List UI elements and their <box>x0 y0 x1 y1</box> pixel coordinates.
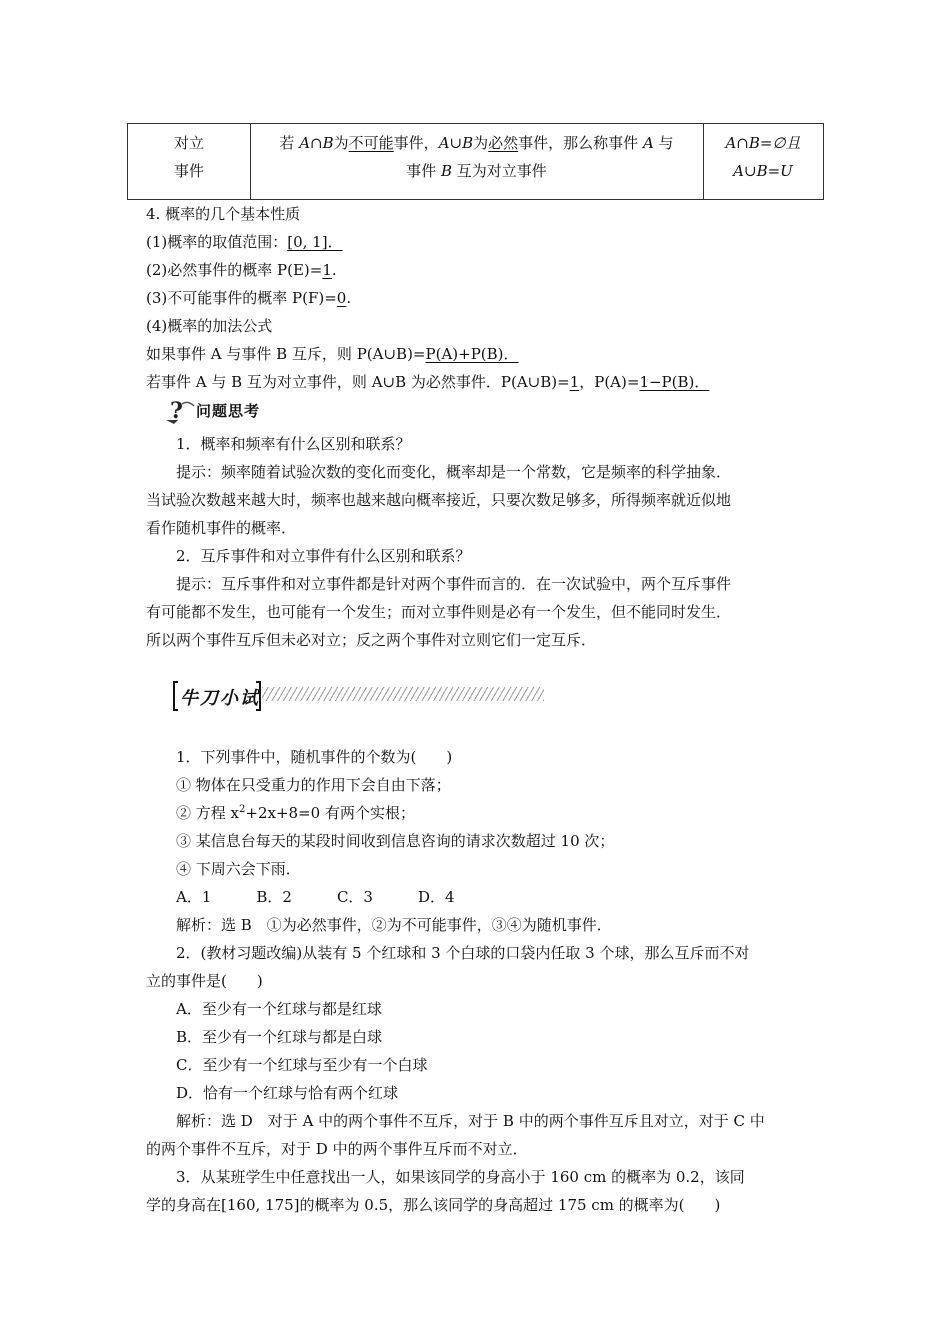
property-line <box>146 343 519 364</box>
definition-cell <box>250 129 703 185</box>
math: A∪B <box>438 134 474 152</box>
section-heading: 4. 概率的几个基本性质 <box>146 205 301 223</box>
underlined-text: 不可能 <box>348 134 394 152</box>
text: 事件，那么称事件 <box>518 134 643 152</box>
text: 事件 <box>406 162 441 180</box>
question: 学的身高在[160, 175]的概率为 0.5，那么该同学的身高超过 175 cm 的概率为( ) <box>146 1196 721 1214</box>
question: 2．互斥事件和对立事件有什么区别和联系？ <box>176 547 471 565</box>
answer-text: 有可能都不发生，也可能有一个发生；而对立事件则是必有一个发生，但不能同时发生． <box>146 603 732 621</box>
section-banner: 问题思考 <box>196 402 261 420</box>
solution: 的两个事件不互斥，对于 D 中的两个事件互斥而不对立． <box>146 1140 528 1158</box>
list-item: ① 物体在只受重力的作用下会自由下落； <box>176 776 451 794</box>
text: 为 <box>333 134 349 152</box>
practice-banner: 牛刀小试 <box>180 688 260 709</box>
option: D．恰有一个红球与恰有两个红球 <box>176 1084 399 1102</box>
svg-text:?: ? <box>170 398 183 424</box>
list-item: ④ 下周六会下雨． <box>176 860 301 878</box>
definition-line <box>250 157 703 185</box>
property-line: (4)概率的加法公式 <box>146 317 273 335</box>
question: 1．概率和频率有什么区别和联系？ <box>176 435 411 453</box>
answer-text: 看作随机事件的概率． <box>146 519 297 537</box>
question: 1．下列事件中，随机事件的个数为( ) <box>176 748 453 766</box>
underlined-text: 必然 <box>488 134 519 152</box>
row-label <box>128 129 250 185</box>
answer-text: 提示：频率随着试验次数的变化而变化，概率却是一个常数，它是频率的科学抽象． <box>176 463 732 481</box>
answer-text: 提示：互斥事件和对立事件都是针对两个事件而言的．在一次试验中，两个互斥事件 <box>176 575 732 593</box>
answer-blank: P(A)+P(B)． <box>425 345 519 363</box>
text: 与 <box>653 134 674 152</box>
property-line <box>146 259 337 280</box>
superscript: 2 <box>239 804 246 815</box>
text: (2)必然事件的概率 P(E)= <box>146 261 323 279</box>
text: (3)不可能事件的概率 P(F)= <box>146 289 337 307</box>
row-label-line: 事件 <box>173 162 204 180</box>
options: A．1 B．2 C．3 D．4 <box>176 888 455 906</box>
math: A∩B <box>299 134 334 152</box>
text: 互为对立事件 <box>452 162 547 180</box>
symbol-line: A∩B=∅且 <box>725 134 801 152</box>
answer-blank: 1 <box>322 261 332 279</box>
text: . <box>346 289 352 307</box>
math: A <box>642 134 654 152</box>
text: 若 <box>279 134 300 152</box>
answer-text: 所以两个事件互斥但未必对立；反之两个事件对立则它们一定互斥． <box>146 631 597 649</box>
question: 立的事件是( ) <box>146 972 263 990</box>
answer-text: 当试验次数越来越大时，频率也越来越向概率接近，只要次数足够多，所得频率就近似地 <box>146 491 732 509</box>
text: (1)概率的取值范围： <box>146 233 288 251</box>
solution: 解析：选 D 对于 A 中的两个事件不互斥，对于 B 中的两个事件互斥且对立，对于 C 中 <box>176 1112 765 1130</box>
text: +2x+8=0 有两个实根； <box>245 804 415 822</box>
option: B．至少有一个红球与都是白球 <box>176 1028 383 1046</box>
row-label-line: 对立 <box>173 134 204 152</box>
question-mark-icon <box>164 398 198 424</box>
question: 2．(教材习题改编)从装有 5 个红球和 3 个白球的口袋内任取 3 个球，那么互斥而不对 <box>176 944 750 962</box>
list-item <box>176 802 415 823</box>
question: 3．从某班学生中任意找出一人，如果该同学的身高小于 160 cm 的概率为 0.2，该同 <box>176 1168 745 1186</box>
answer-blank: 1 <box>569 373 580 391</box>
math: B <box>440 162 453 180</box>
answer-blank: 0 <box>336 289 347 307</box>
decorative-hatch <box>262 687 544 701</box>
answer-blank: [0, 1]． <box>287 233 343 251</box>
symbol-line: A∪B=U <box>733 162 793 180</box>
option: A．至少有一个红球与都是红球 <box>176 1000 382 1018</box>
property-line <box>146 287 351 308</box>
option: C．至少有一个红球与至少有一个白球 <box>176 1056 428 1074</box>
text: 若事件 A 与 B 互为对立事件，则 A∪B 为必然事件．P(A∪B)= <box>146 373 570 391</box>
list-item: ③ 某信息台每天的某段时间收到信息咨询的请求次数超过 10 次； <box>176 832 615 850</box>
solution: 解析：选 B ①为必然事件，②为不可能事件，③④为随机事件． <box>176 916 612 934</box>
text: 如果事件 A 与事件 B 互斥，则 P(A∪B)= <box>146 345 426 363</box>
text: . <box>331 261 337 279</box>
symbol-cell <box>703 129 823 185</box>
definition-line <box>250 129 703 157</box>
text: ② 方程 x <box>176 804 239 822</box>
property-line <box>146 231 343 252</box>
property-line <box>146 371 709 392</box>
text: 事件， <box>393 134 439 152</box>
text: ，P(A)= <box>579 373 640 391</box>
text: 为 <box>473 134 489 152</box>
answer-blank: 1−P(B)． <box>639 373 710 391</box>
definition-table <box>127 123 824 200</box>
